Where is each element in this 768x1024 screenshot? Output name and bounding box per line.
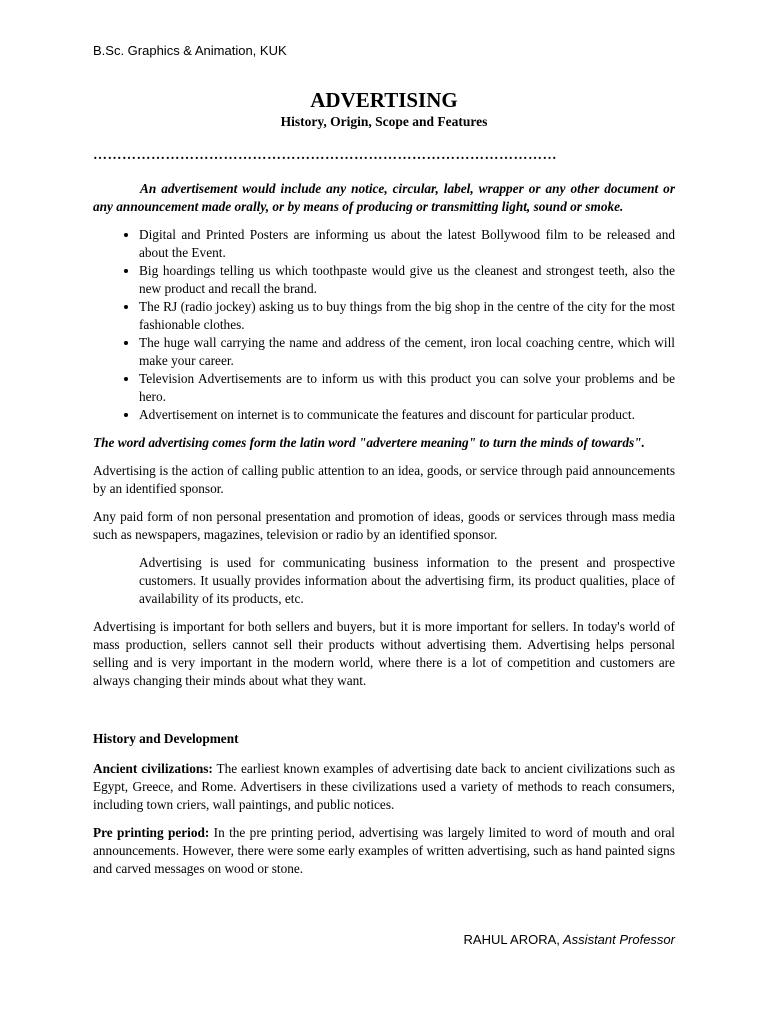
list-item: • Big hoardings telling us which toothpaste would give us the cleanest and strongest teeth, also the new product and recall the brand. xyxy=(139,262,675,298)
ancient-label: Ancient civilizations: xyxy=(93,761,213,776)
preprint-text: In the pre printing period, advertising was largely limited to word of mouth and oral announcements. However, there were some early examples of written advertising, such as hand painted signs and carved messages on wood or stone. xyxy=(93,825,675,876)
author-name: RAHUL ARORA, xyxy=(463,932,560,947)
indented-paragraph: Advertising is used for communicating business information to the present and prospective customers. It usually provides information about the advertising firm, its product qualities, place of availability of its products, etc. xyxy=(139,555,675,606)
author-role: Assistant Professor xyxy=(559,932,675,947)
preprint-paragraph xyxy=(93,824,675,878)
course-header: B.Sc. Graphics & Animation, KUK xyxy=(93,43,287,58)
list-item: • Digital and Printed Posters are informing us about the latest Bollywood film to be released and about the Event. xyxy=(139,226,675,262)
dotted-divider: …………………………………………………………………………………… xyxy=(93,150,557,162)
ancient-text: The earliest known examples of advertising date back to ancient civilizations such as Egypt, Greece, and Rome. Advertisers in these civilizations used a variety of methods to reach consumers, including town criers, wall paintings, and public notices. xyxy=(93,761,675,812)
definition-paragraph-1: Advertising is the action of calling public attention to an idea, goods, or service through paid announcements by an identified sponsor. xyxy=(93,463,675,496)
examples-list xyxy=(93,226,675,424)
preprint-label: Pre printing period: xyxy=(93,825,210,840)
document-body xyxy=(93,180,675,888)
history-heading: History and Development xyxy=(93,731,239,746)
section-spacer xyxy=(93,700,675,730)
list-item: • The huge wall carrying the name and address of the cement, iron local coaching centre, which will make your career. xyxy=(139,334,675,370)
page-subtitle: History, Origin, Scope and Features xyxy=(280,114,488,129)
page-footer xyxy=(464,932,675,947)
definition-paragraph-2: Any paid form of non personal presentation and promotion of ideas, goods or services through mass media such as newspapers, magazines, television or radio by an identified sponsor. xyxy=(93,509,675,542)
word-origin-paragraph: The word advertising comes form the latin word "advertere meaning" to turn the minds of towards". xyxy=(93,435,645,450)
list-item: • Advertisement on internet is to communicate the features and discount for particular product. xyxy=(139,406,675,424)
page-title: ADVERTISING xyxy=(310,88,458,112)
intro-paragraph: An advertisement would include any notice, circular, label, wrapper or any other document or any announcement made orally, or by means of producing or transmitting light, sound or smoke. xyxy=(93,181,675,214)
list-item: • Television Advertisements are to inform us with this product you can solve your problems and be hero. xyxy=(139,370,675,406)
ancient-paragraph xyxy=(93,760,675,814)
importance-paragraph: Advertising is important for both sellers and buyers, but it is more important for sellers. In today's world of mass production, sellers cannot sell their products without advertising them. Advertising helps personal selling and is very important in the modern world, where there is a lot of competition and customers are always changing their minds about what they want. xyxy=(93,619,675,688)
list-item: • The RJ (radio jockey) asking us to buy things from the big shop in the centre of the city for the most fashionable clothes. xyxy=(139,298,675,334)
